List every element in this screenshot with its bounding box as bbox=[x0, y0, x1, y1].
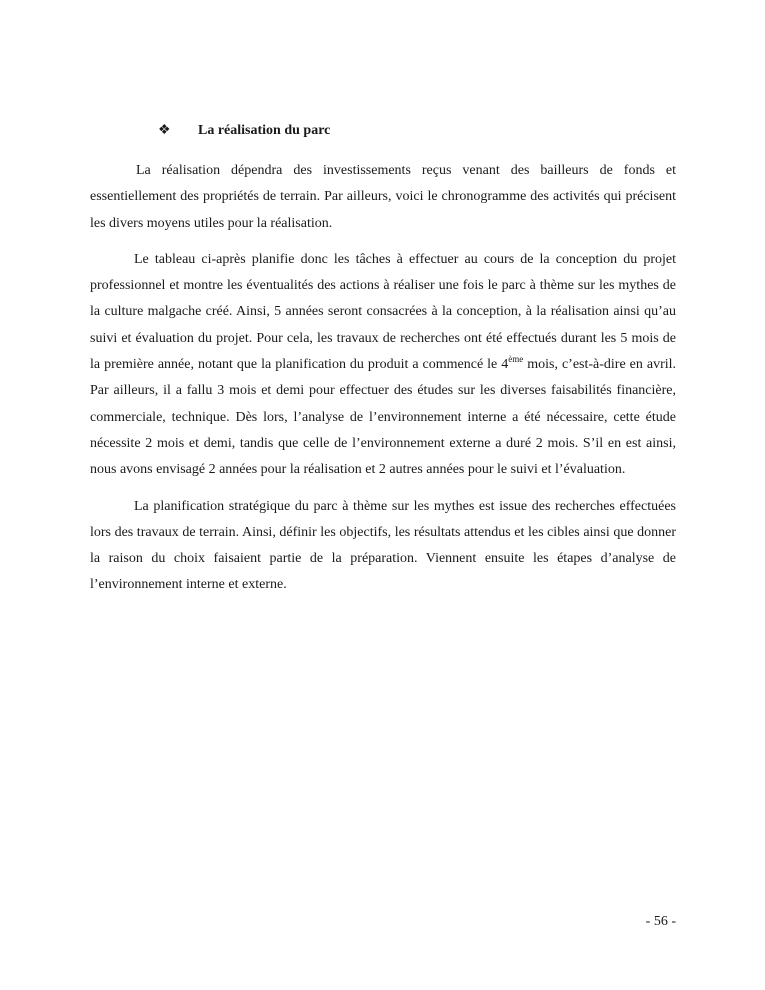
body-text bbox=[90, 158, 676, 609]
paragraph-2-part-1: Le tableau ci-après planifie donc les tâches à effectuer au cours de la conception du projet professionnel et montre les éventualités des actions à réaliser une fois le parc à thème sur les mythes de la culture malgache créé. Ainsi, 5 années seront consacrées à la conception, à la réalisation ainsi qu’au suivi et évaluation du projet. Pour cela, les travaux de recherches ont été effectués durant les 5 mois de la première année, notant que la planification du produit a commencé le 4 bbox=[90, 251, 676, 373]
paragraph-3: La planification stratégique du parc à thème sur les mythes est issue des recherches effectuées lors des travaux de terrain. Ainsi, définir les objectifs, les résultats attendus et les cibles ainsi que donner la raison du choix faisaient partie de la préparation. Viennent ensuite les étapes d’analyse de l’environnement interne et externe. bbox=[90, 498, 676, 593]
page-number: - 56 - bbox=[645, 914, 676, 929]
paragraph-1: La réalisation dépendra des investissements reçus venant des bailleurs de fonds et essentiellement des propriétés de terrain. Par ailleurs, voici le chronogramme des activités qui précisent les divers moyens utiles pour la réalisation. bbox=[90, 163, 676, 231]
superscript-ordinal: ème bbox=[508, 354, 524, 365]
section-heading bbox=[158, 121, 330, 141]
paragraph-2-part-2: mois, c’est-à-dire en avril. Par ailleurs, il a fallu 3 mois et demi pour effectuer des études sur les diverses faisabilités financière, commerciale, technique. Dès lors, l’analyse de l’environnement interne a été nécessaire, cette étude nécessite 2 mois et demi, tandis que celle de l’environnement externe a duré 2 mois. S’il en est ainsi, nous avons envisagé 2 années pour la réalisation et 2 autres années pour le suivi et l’évaluation. bbox=[90, 357, 677, 478]
section-title: La réalisation du parc bbox=[198, 123, 331, 138]
diamond-bullet-icon: ❖ bbox=[158, 123, 171, 138]
paragraph-2 bbox=[90, 247, 676, 484]
